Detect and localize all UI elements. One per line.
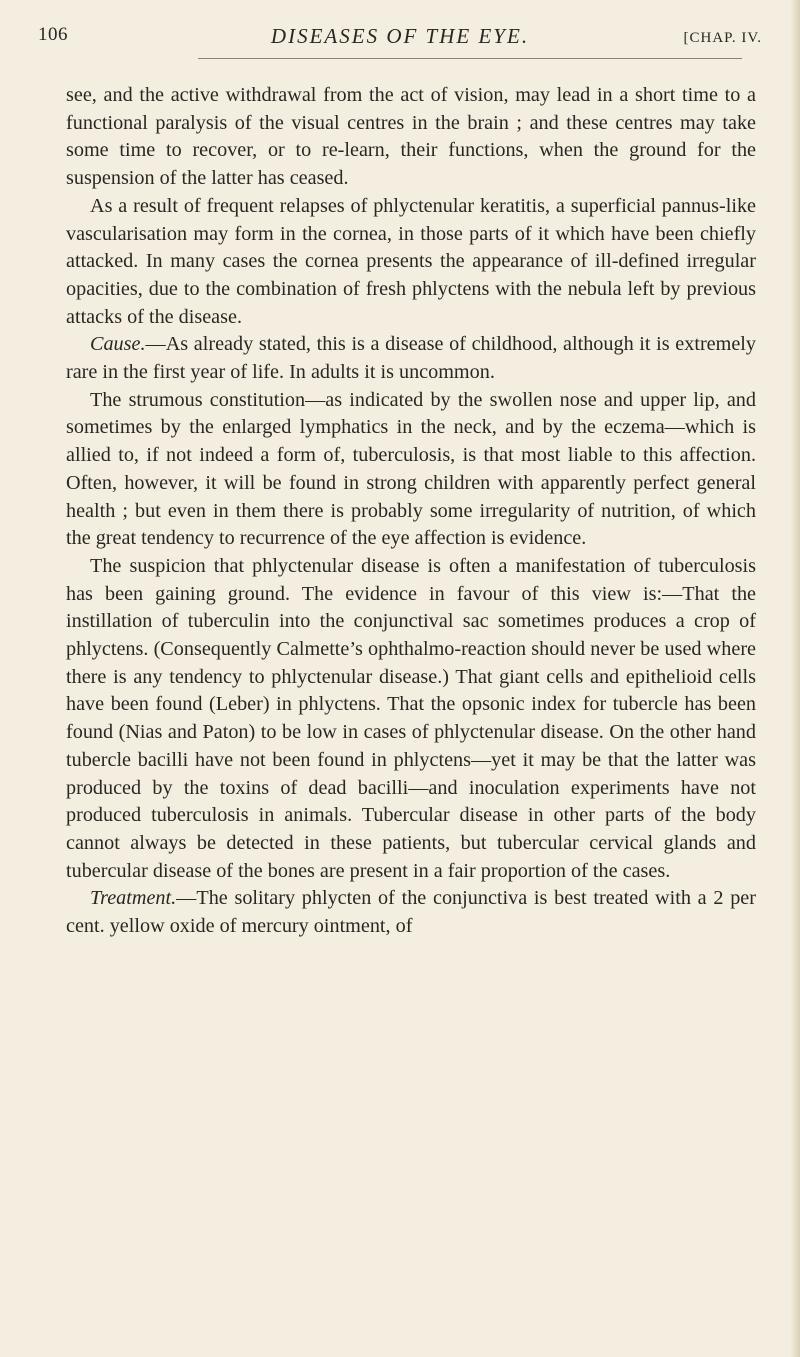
page-edge-shadow bbox=[790, 0, 800, 1357]
body-text bbox=[66, 82, 756, 941]
paragraph bbox=[66, 82, 756, 193]
paragraph-lead: Treatment. bbox=[90, 887, 177, 910]
running-title: DISEASES OF THE EYE. bbox=[270, 24, 530, 48]
header-rule bbox=[198, 58, 742, 59]
paragraph bbox=[66, 331, 756, 386]
paragraph bbox=[66, 885, 756, 940]
page-number: 106 bbox=[38, 24, 68, 45]
paragraph-text: —As already stated, this is a disease of childhood, although it is extremely rare in the first year of life. In adults it is uncommon. bbox=[66, 333, 756, 384]
paragraph-lead: Cause. bbox=[90, 333, 146, 356]
paragraph bbox=[66, 387, 756, 553]
paragraph-text: The suspicion that phlyctenular disease is often a manifestation of tuberculosis has been gaining ground. The evidence in favour of this view is:—That the instillation of tuberculin into the conjunctival sac sometimes produces a crop of phlyctens. (Consequently Calmette’s ophthalmo-reaction should never be used where there is any tendency to phlyctenular disease.) That giant cells and epithelioid cells have been found (Leber) in phlyctens. That the opsonic index for tubercle has been found (Nias and Paton) to be low in cases of phlyctenular disease. On the other hand tubercle bacilli have not been found in phlyctens—yet it may be that the latter was produced by the toxins of dead bacilli—and inoculation experiments have not produced tuberculosis in animals. Tubercular disease in other parts of the body cannot always be detected in these patients, but tubercular cervical glands and tubercular disease of the bones are present in a fair proportion of the cases. bbox=[66, 554, 756, 882]
paragraph bbox=[66, 553, 756, 885]
paragraph bbox=[66, 193, 756, 332]
paragraph-text: see, and the active withdrawal from the act of vision, may lead in a short time to a functional paralysis of the visual centres in the brain ; and these centres may take some time to recover, or to re-learn, their functions, when the ground for the suspension of the latter has ceased. bbox=[66, 84, 756, 190]
page-header bbox=[38, 22, 762, 54]
paragraph-text: As a result of frequent relapses of phlyctenular keratitis, a superficial pannus-like vascularisation may form in the cornea, in those parts of it which have been chiefly attacked. In many cases the cornea presents the appearance of ill-defined irregular opacities, due to the combination of fresh phlyctens with the nebula left by previous attacks of the disease. bbox=[66, 194, 756, 328]
paragraph-text: —The solitary phlycten of the conjunctiva is best treated with a 2 per cent. yellow oxide of mercury ointment, of bbox=[66, 887, 756, 938]
paragraph-text: The strumous constitution—as indicated by the swollen nose and upper lip, and sometimes by the enlarged lymphatics in the neck, and by the eczema—which is allied to, if not indeed a form of, tuberculosis, is that most liable to this affection. Often, however, it will be found in strong children with apparently perfect general health ; but even in them there is probably some irregularity of nutrition, of which the great tendency to recurrence of the eye affection is evidence. bbox=[66, 388, 756, 550]
chapter-label: [CHAP. IV. bbox=[683, 30, 762, 46]
